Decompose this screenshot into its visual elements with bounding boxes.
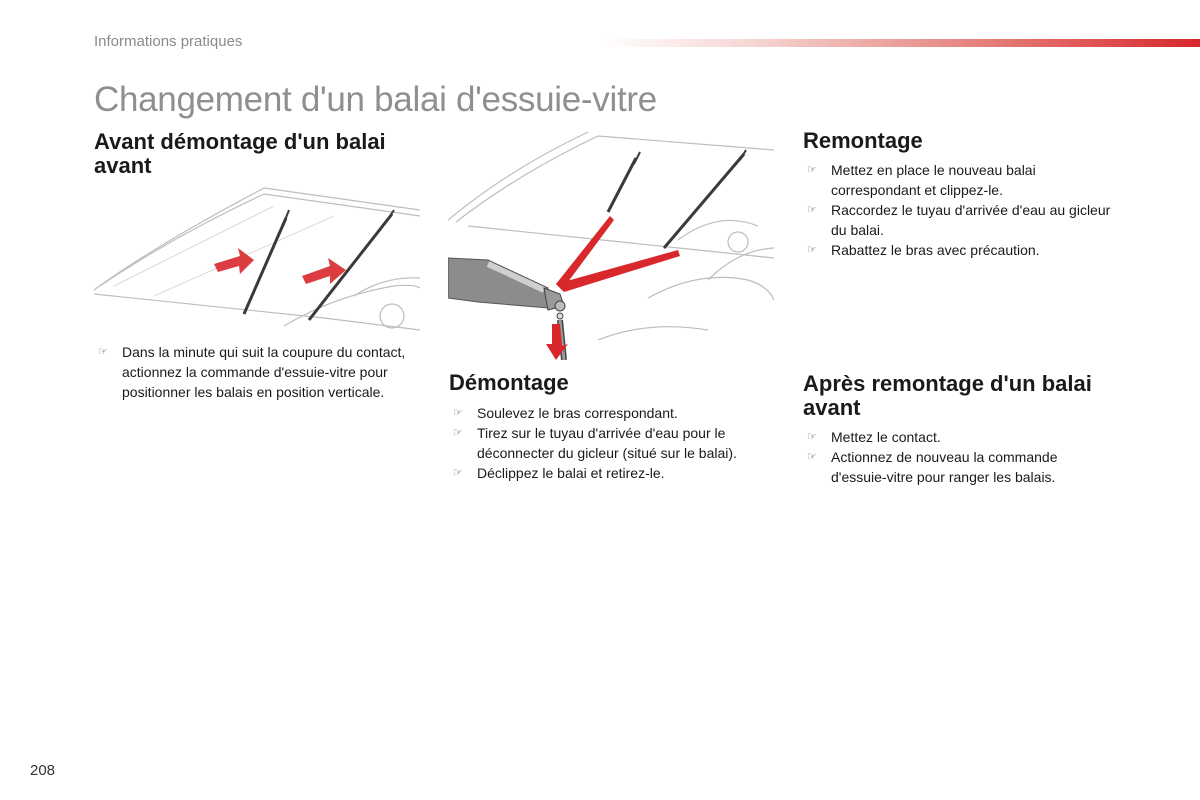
step-text: Tirez sur le tuyau d'arrivée d'eau pour le déconnecter du gicleur (situé sur le balai). [477, 425, 737, 461]
left-steps [94, 342, 424, 402]
list-item [449, 403, 779, 423]
page-number: 208 [30, 762, 56, 779]
left-section [94, 130, 424, 178]
right-top-heading: Remontage [803, 128, 923, 153]
hand-pointer-icon: ☞ [807, 244, 817, 256]
step-text: Raccordez le tuyau d'arrivée d'eau au gicleur du balai. [831, 202, 1111, 238]
right-bottom-steps [803, 427, 1113, 487]
wiper-vertical-illustration [94, 186, 420, 332]
middle-steps [449, 403, 779, 483]
step-text: Mettez en place le nouveau balai correspondant et clippez-le. [831, 162, 1036, 198]
right-bottom-section [803, 372, 1143, 420]
list-item [803, 160, 1113, 200]
right-top-steps [803, 160, 1113, 260]
list-item [94, 342, 424, 402]
hand-pointer-icon: ☞ [453, 427, 463, 439]
hand-pointer-icon: ☞ [453, 407, 463, 419]
detail-callout [556, 216, 680, 292]
wiper-removal-illustration [448, 130, 774, 360]
step-text: Soulevez le bras correspondant. [477, 405, 678, 421]
step-text: Rabattez le bras avec précaution. [831, 242, 1040, 258]
list-item [803, 240, 1113, 260]
hand-pointer-icon: ☞ [807, 431, 817, 443]
motion-arrow-1 [214, 248, 254, 274]
middle-section [449, 371, 779, 395]
step-text: Mettez le contact. [831, 429, 941, 445]
page-title: Changement d'un balai d'essuie-vitre [94, 80, 657, 119]
header-accent-bar [600, 39, 1200, 47]
list-item [803, 447, 1113, 487]
list-item [803, 200, 1113, 240]
hand-pointer-icon: ☞ [453, 467, 463, 479]
list-item [449, 423, 779, 463]
right-top-section [803, 129, 1133, 153]
section-label: Informations pratiques [94, 33, 243, 50]
hand-pointer-icon: ☞ [98, 346, 108, 358]
list-item [803, 427, 1113, 447]
step-text: Déclippez le balai et retirez-le. [477, 465, 665, 481]
hand-pointer-icon: ☞ [807, 451, 817, 463]
wiper-blade-2 [309, 210, 394, 320]
hand-pointer-icon: ☞ [807, 164, 817, 176]
hand-pointer-icon: ☞ [807, 204, 817, 216]
left-heading: Avant démontage d'un balai avant [94, 129, 386, 178]
wiper-blade-left [608, 158, 636, 212]
step-text: Actionnez de nouveau la commande d'essuie-vitre pour ranger les balais. [831, 449, 1058, 485]
right-bottom-heading: Après remontage d'un balai avant [803, 371, 1092, 420]
middle-heading: Démontage [449, 370, 569, 395]
step-text: Dans la minute qui suit la coupure du contact, actionnez la commande d'essuie-vitre pour positionner les balais en position verticale. [122, 344, 406, 400]
list-item [449, 463, 779, 483]
